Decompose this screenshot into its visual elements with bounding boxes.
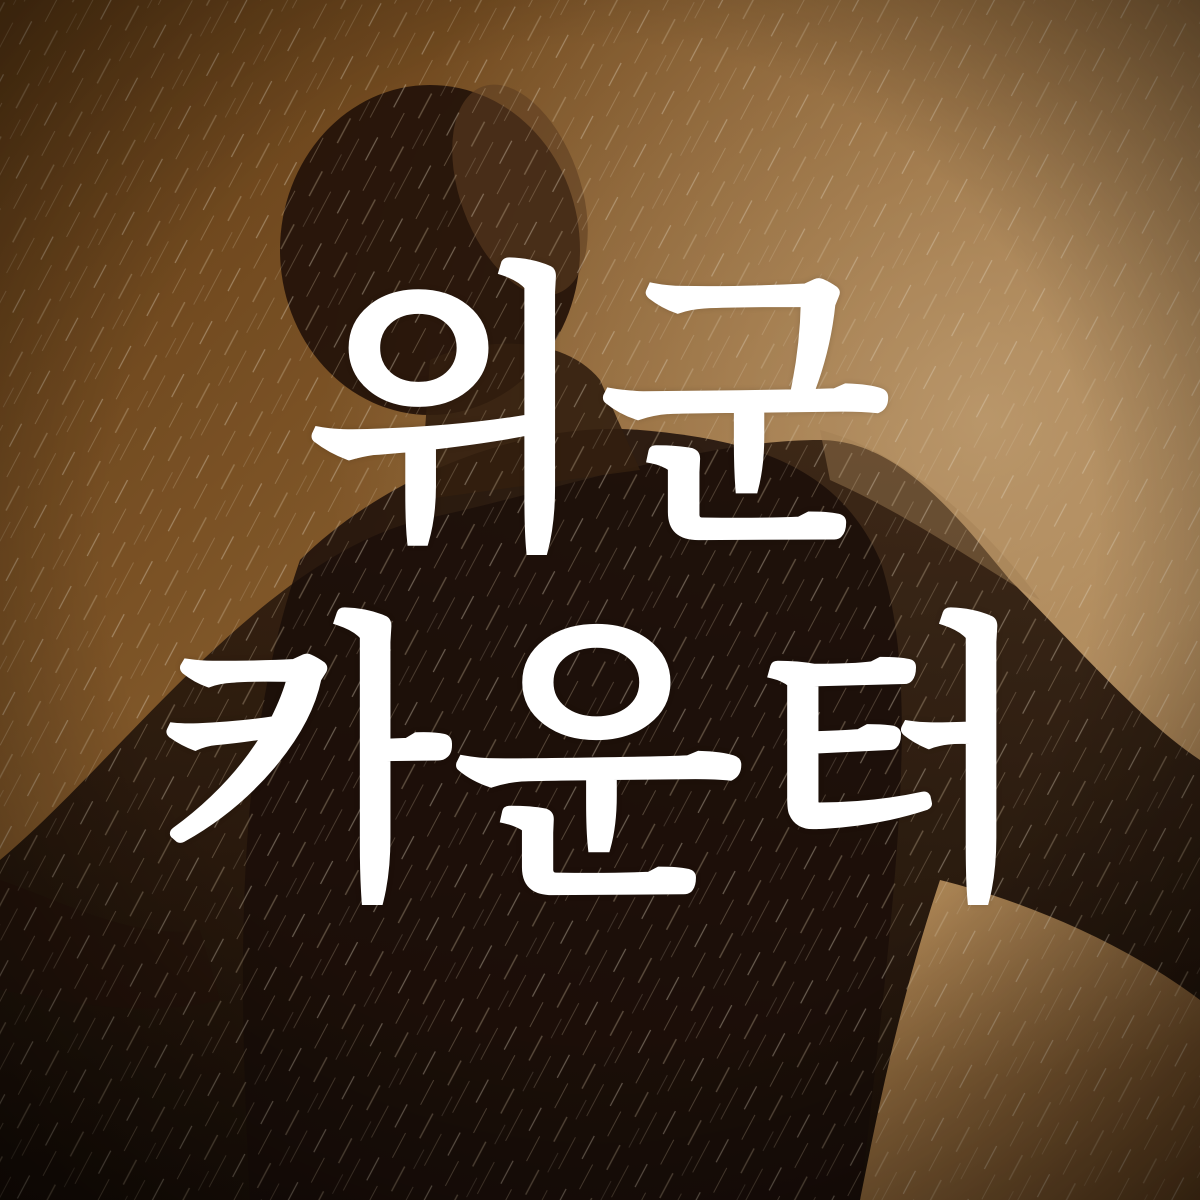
title-line-2: 카운터 — [159, 590, 1041, 939]
title-line-1: 위군 — [306, 240, 894, 589]
